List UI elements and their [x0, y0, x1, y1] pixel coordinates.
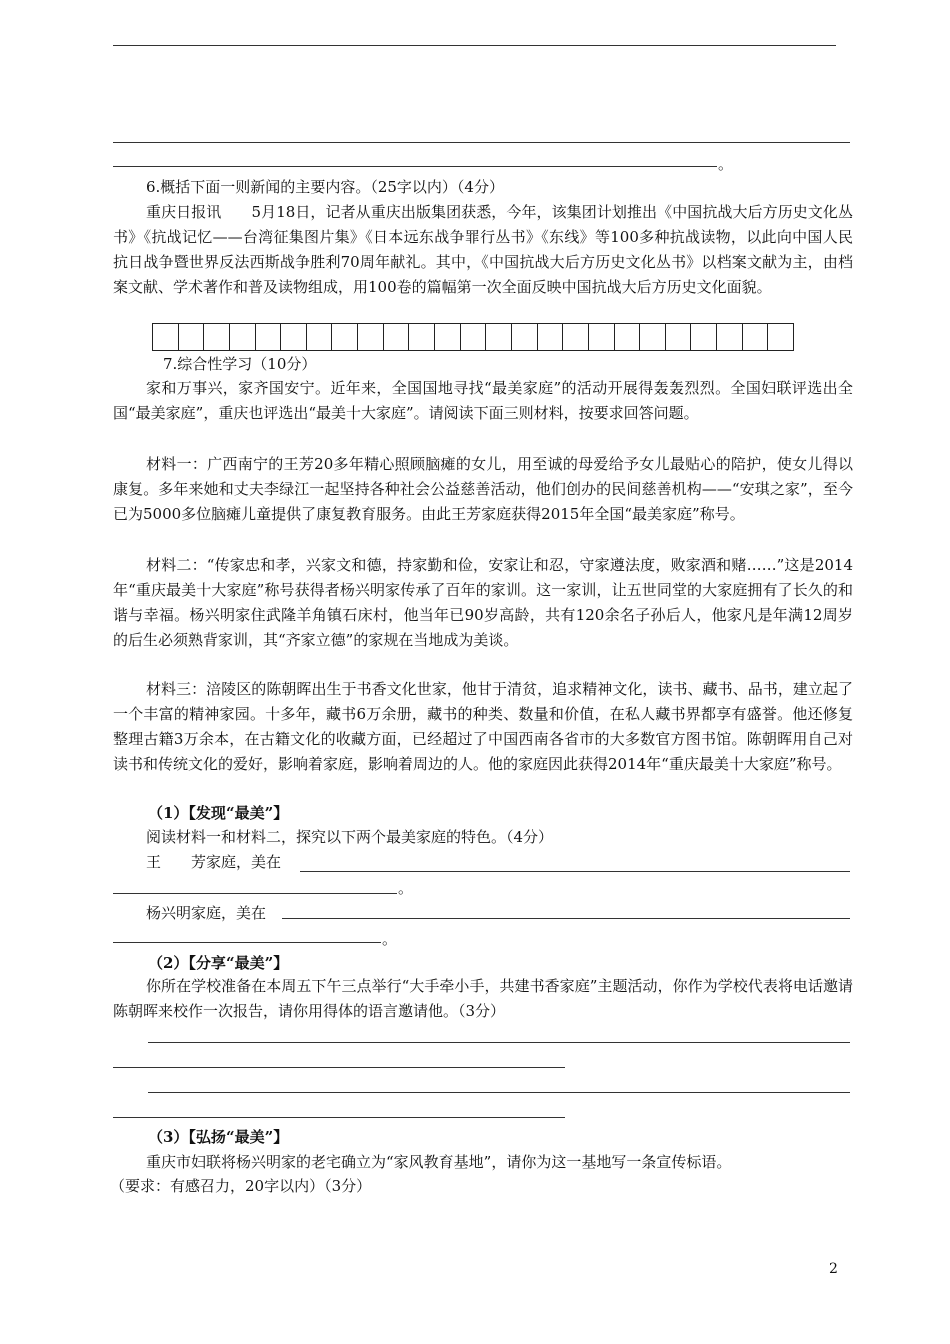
question-7-title: 7.综合性学习（10分） — [163, 355, 317, 373]
material-3: 材料三：涪陵区的陈朝晖出生于书香文化世家，他甘于清贫，追求精神文化，读书、藏书、品书，建立起了一个丰富的精神家园。十多年，藏书6万余册，藏书的种类、数量和价值，在私人藏书界都享有盛誉。他还修复整理古籍3万余本，在古籍文化的收藏方面，已经超过了中国西南各省市的大多数官方图书馆。陈朝晖用自己对读书和传统文化的爱好，影响着家庭，影响着周边的人。他的家庭因此获得2014年“重庆最美十大家庭”称号。 — [113, 680, 853, 773]
grid-cell[interactable] — [512, 324, 538, 350]
grid-cell[interactable] — [435, 324, 461, 350]
period-mark: 。 — [382, 930, 398, 948]
answer-line[interactable] — [300, 871, 850, 872]
period-mark: 。 — [398, 879, 414, 897]
grid-cell[interactable] — [281, 324, 307, 350]
question-6-news: 重庆日报讯 5月18日，记者从重庆出版集团获悉，今年，该集团计划推出《中国抗战大后方历史文化丛书》《抗战记忆——台湾征集图片集》《日本远东战争罪行丛书》《东线》等100多种抗战读物，以此向中国人民抗日战争暨世界反法西斯战争胜利70周年献礼。其中，《中国抗战大后方历史文化丛书》以档案文献为主，由档案文献、学术著作和普及读物组成，用100卷的篇幅第一次全面反映中国抗战大后方历史文化面貌。 — [113, 203, 853, 296]
period-mark: 。 — [718, 155, 734, 173]
grid-cell[interactable] — [153, 324, 179, 350]
grid-cell[interactable] — [743, 324, 769, 350]
grid-cell[interactable] — [230, 324, 256, 350]
answer-line[interactable] — [113, 893, 397, 894]
grid-cell[interactable] — [332, 324, 358, 350]
part-3-prompt: 重庆市妇联将杨兴明家的老宅确立为“家风教育基地”，请你为这一基地写一条宣传标语。 — [146, 1153, 732, 1171]
grid-cell[interactable] — [358, 324, 384, 350]
part-3-requirement: （要求：有感召力，20字以内）（3分） — [110, 1177, 372, 1195]
answer-line[interactable] — [113, 1067, 565, 1068]
answer-line[interactable] — [148, 1042, 850, 1043]
grid-cell[interactable] — [179, 324, 205, 350]
part-2-title: （2）【分享“最美”】 — [148, 954, 289, 972]
grid-cell[interactable] — [409, 324, 435, 350]
answer-line[interactable] — [113, 942, 381, 943]
grid-cell[interactable] — [691, 324, 717, 350]
grid-cell[interactable] — [256, 324, 282, 350]
part-1-title: （1）【发现“最美”】 — [148, 804, 289, 822]
material-2: 材料二：“传家忠和孝，兴家文和德，持家勤和俭，安家让和忍，守家遵法度，败家酒和赌……”这是2014年“重庆最美十大家庭”称号获得者杨兴明家传承了百年的家训。这一家训，让五世同堂的大家庭拥有了长久的和谐与幸福。杨兴明家住武隆羊角镇石床村，他当年已90岁高龄，共有120余名子孙后人，他家凡是年满12周岁的后生必须熟背家训，其“齐家立德”的家规在当地成为美谈。 — [113, 556, 853, 649]
question-6-title: 6.概括下面一则新闻的主要内容。（25字以内）（4分） — [146, 178, 504, 196]
grid-cell[interactable] — [768, 324, 793, 350]
answer-line[interactable] — [113, 166, 717, 167]
grid-cell[interactable] — [461, 324, 487, 350]
grid-cell[interactable] — [307, 324, 333, 350]
part-1-prompt: 阅读材料一和材料二，探究以下两个最美家庭的特色。（4分） — [146, 828, 554, 846]
grid-cell[interactable] — [563, 324, 589, 350]
answer-line[interactable] — [282, 918, 850, 919]
part-1-label-wangfang: 王 芳家庭，美在 — [146, 853, 282, 871]
answer-line[interactable] — [113, 1117, 565, 1118]
grid-cell[interactable] — [384, 324, 410, 350]
answer-line[interactable] — [148, 1092, 850, 1093]
part-3-title: （3）【弘扬“最美”】 — [148, 1128, 289, 1146]
part-2-prompt: 你所在学校准备在本周五下午三点举行“大手牵小手，共建书香家庭”主题活动，你作为学校代表将电话邀请陈朝晖来校作一次报告，请你用得体的语言邀请他。（3分） — [113, 977, 853, 1020]
grid-cell[interactable] — [589, 324, 615, 350]
page-number: 2 — [829, 1261, 838, 1277]
grid-cell[interactable] — [640, 324, 666, 350]
grid-cell[interactable] — [486, 324, 512, 350]
answer-grid[interactable] — [152, 323, 794, 351]
part-1-label-yangxingming: 杨兴明家庭，美在 — [146, 904, 267, 922]
material-1: 材料一：广西南宁的王芳20多年精心照顾脑瘫的女儿，用至诚的母爱给予女儿最贴心的陪护，使女儿得以康复。多年来她和丈夫李绿江一起坚持各种社会公益慈善活动，他们创办的民间慈善机构——“安琪之家”，至今已为5000多位脑瘫儿童提供了康复教育服务。由此王芳家庭获得2015年全国“最美家庭”称号。 — [113, 455, 853, 523]
question-7-intro: 家和万事兴，家齐国安宁。近年来，全国国地寻找“最美家庭”的活动开展得轰轰烈烈。全国妇联评选出全国“最美家庭”，重庆也评选出“最美十大家庭”。请阅读下面三则材料，按要求回答问题。 — [113, 379, 853, 422]
grid-cell[interactable] — [204, 324, 230, 350]
grid-cell[interactable] — [615, 324, 641, 350]
grid-cell[interactable] — [717, 324, 743, 350]
answer-line[interactable] — [113, 142, 850, 143]
grid-cell[interactable] — [538, 324, 564, 350]
grid-cell[interactable] — [666, 324, 692, 350]
answer-line[interactable] — [113, 45, 836, 46]
